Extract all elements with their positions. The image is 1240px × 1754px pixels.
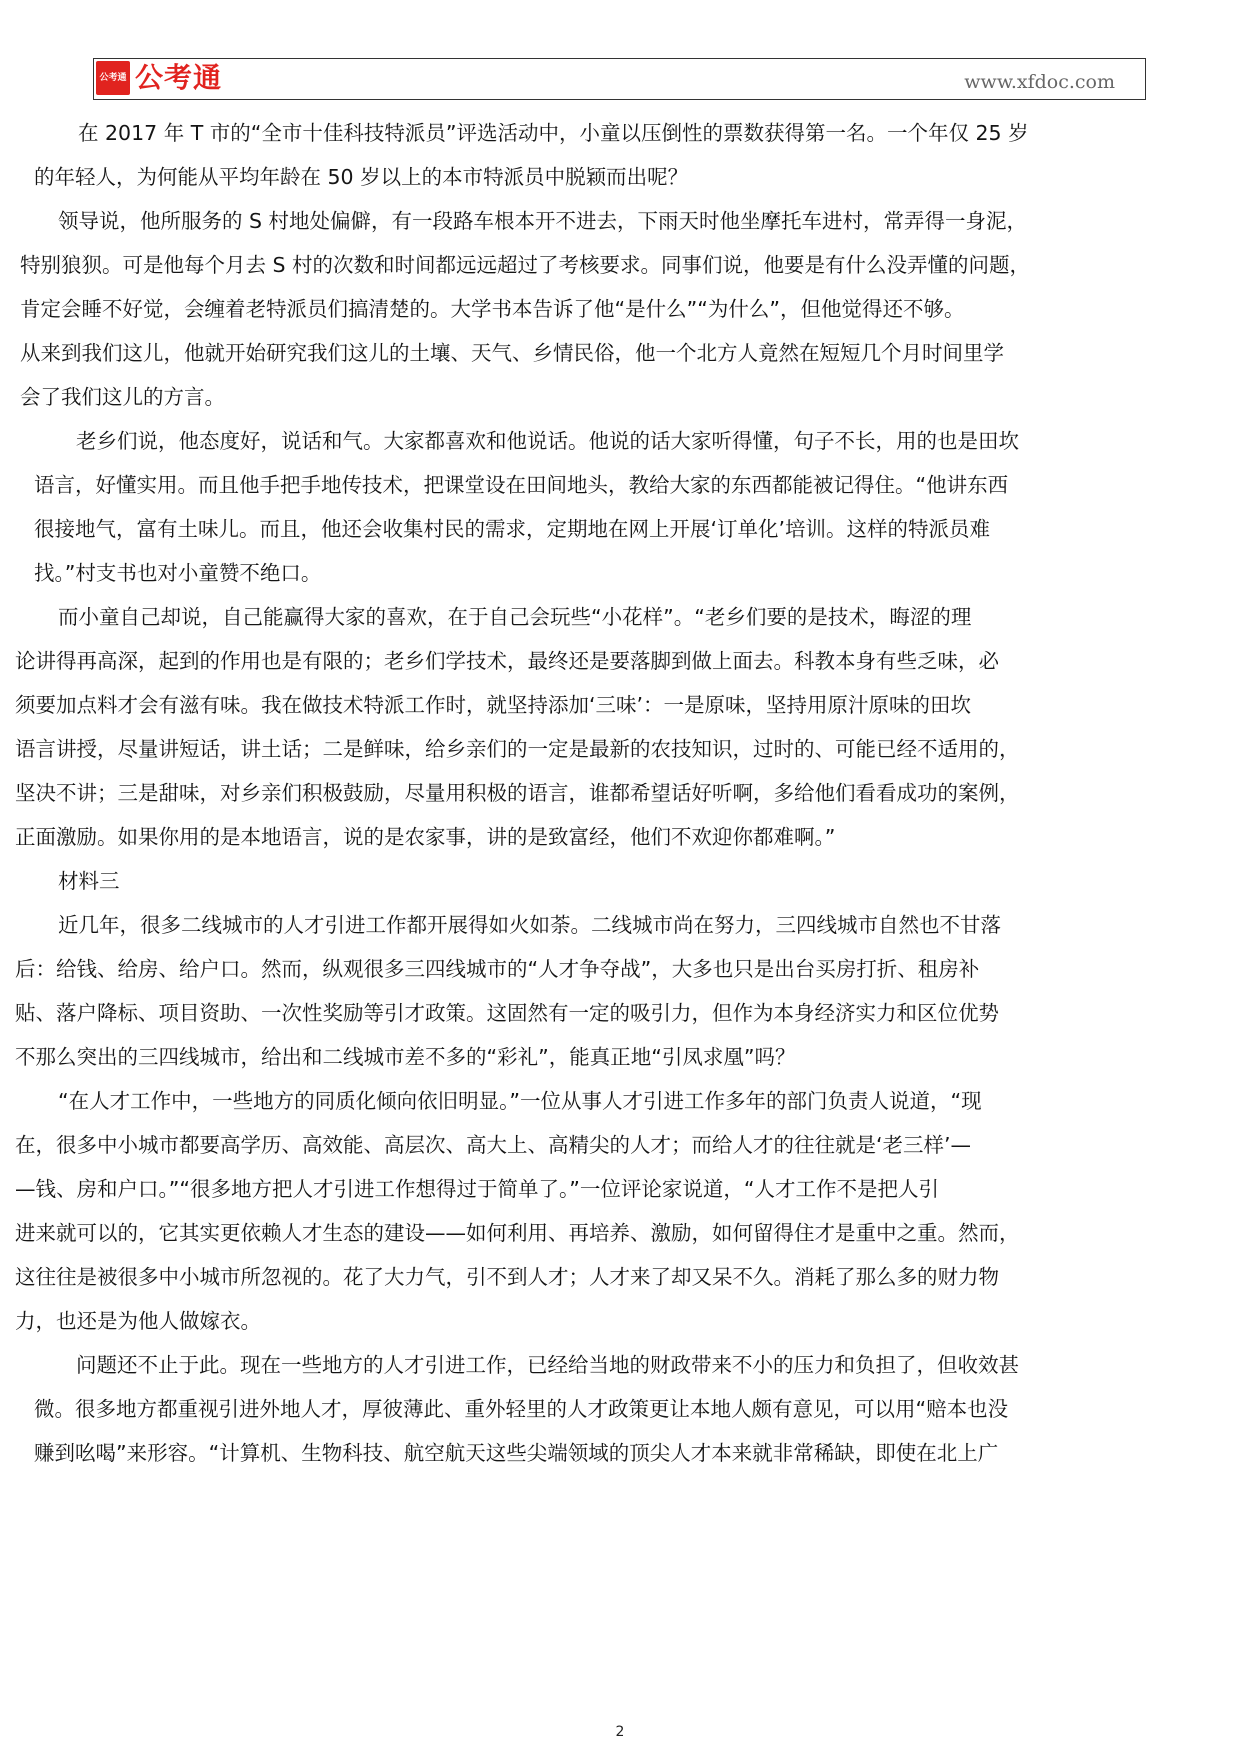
site-url: www.xfdoc.com	[964, 71, 1115, 93]
text-line: 贴、落户降标、项目资助、一次性奖励等引才政策。这固然有一定的吸引力，但作为本身经济实力和区位优势	[15, 1001, 999, 1025]
section-heading: 材料三	[58, 869, 120, 893]
text-line: “在人才工作中，一些地方的同质化倾向依旧明显。”一位从事人才引进工作多年的部门负责人说道，“现	[58, 1089, 982, 1113]
text-line: 从来到我们这儿，他就开始研究我们这儿的土壤、天气、乡情民俗，他一个北方人竟然在短短几个月时间里学	[20, 341, 1004, 365]
text-line: 赚到吆喝”来形容。“计算机、生物科技、航空航天这些尖端领域的顶尖人才本来就非常稀缺，即使在北上广	[34, 1441, 999, 1465]
text-line: 语言讲授，尽量讲短话，讲土话；二是鲜味，给乡亲们的一定是最新的农技知识，过时的、可能已经不适用的，	[15, 737, 1020, 761]
logo-name: 公考通	[135, 61, 223, 94]
text-line: 而小童自己却说，自己能赢得大家的喜欢，在于自己会玩些“小花样”。“老乡们要的是技术，晦涩的理	[58, 605, 972, 629]
text-line: 须要加点料才会有滋有味。我在做技术特派工作时，就坚持添加‘三味’：一是原味，坚持用原汁原味的田坎	[15, 693, 972, 717]
logo-badge: 公考通	[96, 61, 130, 95]
text-line: 力，也还是为他人做嫁衣。	[15, 1309, 261, 1333]
text-line: 会了我们这儿的方言。	[20, 385, 225, 409]
text-line: 老乡们说，他态度好，说话和气。大家都喜欢和他说话。他说的话大家听得懂，句子不长，用的也是田坎	[76, 429, 1019, 453]
text-line: 坚决不讲；三是甜味，对乡亲们积极鼓励，尽量用积极的语言，谁都希望话好听啊，多给他们看看成功的案例，	[15, 781, 1020, 805]
text-line: 问题还不止于此。现在一些地方的人才引进工作，已经给当地的财政带来不小的压力和负担了，但收效甚	[76, 1353, 1019, 1377]
text-line: 领导说，他所服务的 S 村地处偏僻，有一段路车根本开不进去，下雨天时他坐摩托车进村，常弄得一身泥，	[58, 209, 1028, 233]
text-line: 不那么突出的三四线城市，给出和二线城市差不多的“彩礼”，能真正地“引凤求凰”吗？	[15, 1045, 796, 1069]
text-line: 论讲得再高深，起到的作用也是有限的；老乡们学技术，最终还是要落脚到做上面去。科教本身有些乏味，必	[15, 649, 999, 673]
text-line: 微。很多地方都重视引进外地人才，厚彼薄此、重外轻里的人才政策更让本地人颇有意见，可以用“赔本也没	[34, 1397, 1009, 1421]
text-line: 在，很多中小城市都要高学历、高效能、高层次、高大上、高精尖的人才；而给人才的往往就是‘老三样’—	[15, 1133, 972, 1157]
text-line: 近几年，很多二线城市的人才引进工作都开展得如火如荼。二线城市尚在努力，三四线城市自然也不甘落	[58, 913, 1001, 937]
text-line: 后：给钱、给房、给户口。然而，纵观很多三四线城市的“人才争夺战”，大多也只是出台买房打折、租房补	[15, 957, 980, 981]
page-number: 2	[615, 1724, 625, 1740]
text-line: 进来就可以的，它其实更依赖人才生态的建设——如何利用、再培养、激励，如何留得住才是重中之重。然而，	[15, 1221, 1020, 1245]
text-line: —钱、房和户口。”“很多地方把人才引进工作想得过于简单了。”一位评论家说道，“人才工作不是把人引	[15, 1177, 939, 1201]
text-line: 特别狼狈。可是他每个月去 S 村的次数和时间都远远超过了考核要求。同事们说，他要是有什么没弄懂的问题，	[20, 253, 1031, 277]
text-line: 的年轻人，为何能从平均年龄在 50 岁以上的本市特派员中脱颖而出呢？	[34, 165, 689, 189]
text-line: 正面激励。如果你用的是本地语言，说的是农家事，讲的是致富经，他们不欢迎你都难啊。”	[15, 825, 836, 849]
text-line: 肯定会睡不好觉，会缠着老特派员们搞清楚的。大学书本告诉了他“是什么”“为什么”，但他觉得还不够。	[20, 297, 965, 321]
text-line: 找。”村支书也对小童赞不绝口。	[34, 561, 322, 585]
text-line: 在 2017 年 T 市的“全市十佳科技特派员”评选活动中，小童以压倒性的票数获得第一名。一个年仅 25 岁	[78, 121, 1029, 145]
text-line: 这往往是被很多中小城市所忽视的。花了大力气，引不到人才；人才来了却又呆不久。消耗了那么多的财力物	[15, 1265, 999, 1289]
text-line: 很接地气，富有土味儿。而且，他还会收集村民的需求，定期地在网上开展‘订单化’培训。这样的特派员难	[34, 517, 991, 541]
text-line: 语言，好懂实用。而且他手把手地传技术，把课堂设在田间地头，教给大家的东西都能被记得住。“他讲东西	[34, 473, 1009, 497]
